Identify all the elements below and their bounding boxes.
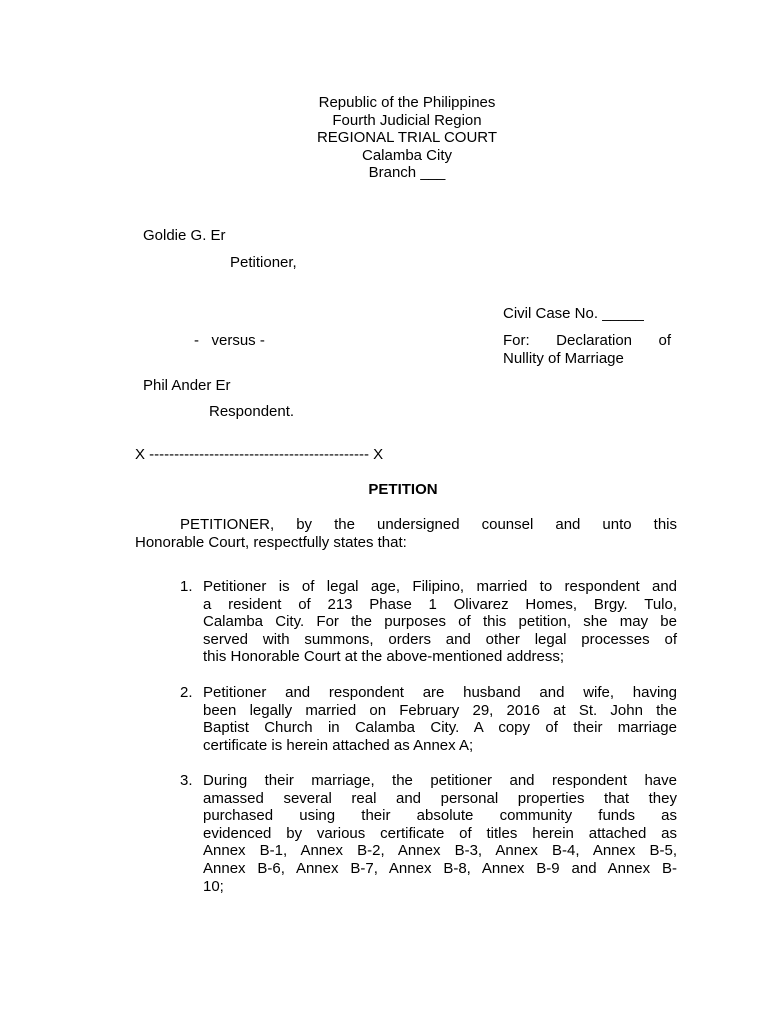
intro-line-1: PETITIONER, by the undersigned counsel and unto this	[180, 516, 677, 533]
allegation-line: Petitioner is of legal age, Filipino, married to respondent and	[203, 578, 677, 595]
allegation-line: a resident of 213 Phase 1 Olivarez Homes, Brgy. Tulo,	[203, 595, 677, 613]
allegation-line: Annex B-1, Annex B-2, Annex B-3, Annex B-4, Annex B-5,	[203, 842, 677, 860]
allegation-line: Annex B-6, Annex B-7, Annex B-8, Annex B-9 and Annex B-	[203, 859, 677, 877]
allegation-line: purchased using their absolute community funds as	[203, 807, 677, 825]
petitioner-role: Petitioner,	[230, 254, 297, 271]
respondent-role: Respondent.	[209, 403, 295, 420]
case-for-word-2: Declaration	[556, 332, 633, 349]
case-for-word-3: of	[658, 332, 671, 349]
allegation-line: this Honorable Court at the above-mentioned address;	[203, 648, 565, 666]
caption-republic: Republic of the Philippines	[318, 94, 496, 111]
allegation-number: 2.	[180, 684, 193, 701]
respondent-name: Phil Ander Er	[143, 377, 231, 394]
allegation-line: Calamba City. For the purposes of this petition, she may be	[203, 613, 677, 631]
intro-line-2: Honorable Court, respectfully states that:	[135, 533, 407, 551]
intro-paragraph	[135, 516, 677, 552]
allegation-line: amassed several real and personal properties that they	[203, 789, 677, 807]
allegation-line: certificate is herein attached as Annex A;	[203, 736, 474, 754]
allegation-line: served with summons, orders and other legal processes of	[203, 630, 677, 648]
allegation-body	[203, 772, 677, 895]
allegation-body	[203, 684, 677, 754]
allegation-line: Petitioner and respondent are husband and wife, having	[203, 684, 677, 701]
allegation-line: During their marriage, the petitioner and respondent have	[203, 772, 677, 789]
caption-city: Calamba City	[361, 146, 453, 164]
allegation-item-2	[180, 684, 677, 754]
versus-label: - versus -	[194, 332, 265, 349]
allegation-item-3	[180, 772, 677, 895]
petitioner-name: Goldie G. Er	[143, 227, 226, 244]
caption-region: Fourth Judicial Region	[332, 111, 482, 129]
allegation-item-1	[180, 578, 677, 666]
caption-branch: Branch ___	[368, 164, 446, 182]
case-for-word-1: For:	[503, 332, 530, 349]
allegation-number: 3.	[180, 772, 193, 789]
caption-separator: X -------------------------------------------- X	[135, 446, 384, 463]
allegation-line: Baptist Church in Calamba City. A copy of their marriage	[203, 719, 677, 737]
allegation-line: evidenced by various certificate of titles herein attached as	[203, 824, 677, 842]
court-caption	[0, 94, 768, 182]
case-for-line1	[503, 332, 671, 350]
case-for-line2: Nullity of Marriage	[503, 350, 624, 367]
allegation-body	[203, 578, 677, 666]
allegation-line: been legally married on February 29, 2016 at St. John the	[203, 701, 677, 719]
allegation-number: 1.	[180, 578, 193, 595]
civil-case-number: Civil Case No. _____	[503, 305, 644, 322]
caption-court: REGIONAL TRIAL COURT	[316, 129, 498, 147]
allegation-line: 10;	[203, 877, 224, 895]
document-title: PETITION	[368, 481, 438, 498]
